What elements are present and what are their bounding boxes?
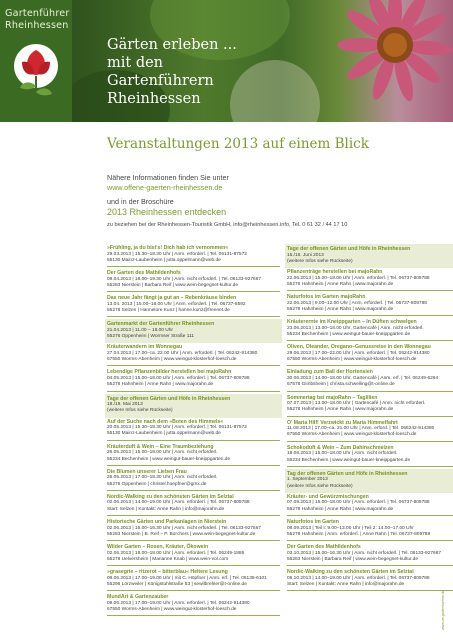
event-detail-line: 07.07.2013 | 13.00–18.00 Uhr | Gartencafé | Anm. nicht erforderl.	[287, 401, 426, 407]
divider	[287, 590, 453, 591]
event-detail-line: 1. September 2013	[287, 477, 328, 483]
event-item	[287, 444, 453, 469]
event-detail-line: 67550 Worms-Abenheim | www.weingut-klosterhof-loesch.de	[287, 357, 417, 363]
event-item	[107, 468, 280, 493]
event-detail-line: 55278 Hahnheim | Anne Rahn | www.majorahn.de	[107, 382, 214, 388]
event-item	[107, 269, 280, 294]
divider	[287, 515, 453, 516]
divider	[107, 565, 280, 566]
event-title: Tage der offenen Gärten und Höfe in Rheinhessen	[287, 246, 411, 252]
info-block	[107, 173, 447, 231]
event-detail-line: 55276 Oppenheim | christel.hoepfner@gmx.de	[107, 481, 207, 487]
divider	[287, 416, 453, 417]
header-title-line-3: Gartenführern Rheinhessen	[107, 73, 214, 107]
divider	[287, 340, 453, 341]
event-item	[107, 543, 280, 568]
event-detail-line: (weitere Infos siehe Rückseite)	[107, 408, 173, 414]
event-detail-line: 26.05.2013 | 17.00–18.30 Uhr | Anm. nicht erforderl.	[107, 475, 218, 481]
event-detail-line: 55278 Hahnheim | Anne Rahn | www.majorahn.de	[287, 306, 394, 312]
event-title: Kräuterwandern im Wonnegau	[107, 344, 183, 351]
event-detail-line: 55283 Nierstein | Barbara Reif | www.wein-begegnet-kultur.de	[287, 556, 419, 562]
event-detail-line: 02.06.2013 | 15.00–16.30 Uhr | Anm. nicht erforderl. | Tel. 06133-927667	[107, 525, 262, 531]
event-item	[107, 294, 280, 319]
event-detail-line: 55234 Bechenheim | www.weingut-bauer-kneippgarten.de	[287, 457, 411, 463]
brochure-title: 2013 Rheinhessen entdecken	[107, 207, 227, 218]
event-title: Kräuterduft & Wein – Eine Traumbeziehung	[107, 443, 214, 450]
event-detail-line: 11.08.2013 | 17.00–ca. 21.00 Uhr | Anm. erford. | Tel. 066242-914380	[287, 426, 435, 432]
event-item	[287, 394, 453, 419]
event-title: Historische Gärten und Parkanlagen in Nierstein	[107, 519, 227, 526]
event-item	[107, 518, 280, 543]
event-title: Tage der offenen Gärten und Höfe in Rheinhessen	[107, 395, 231, 402]
event-detail-line: Start: Selzen | Kontakt: Anne Rahn | info@majorahn.de	[107, 506, 225, 512]
event-item	[287, 293, 453, 318]
event-detail-line: 09.06.2013 | 17.00–19.00 Uhr | mit C. Höpfner | Anm. erf. | Tel. 06138-6101	[107, 575, 267, 581]
event-detail-line: 04.05.2013 | 15.00–18.00 Uhr | Anm. erforderl. | Tel. 06737-809788	[107, 375, 250, 381]
event-item	[107, 244, 280, 269]
event-detail-line: 67578 Gimbsheim | christa.schwelling@t-online.de	[287, 382, 395, 388]
divider	[107, 365, 280, 366]
event-item-highlight	[285, 469, 453, 493]
divider	[107, 316, 280, 317]
info-line: Nähere Informationen finden Sie unter	[107, 173, 229, 182]
event-detail-line: 55296 Lörzweiler | Königstuhlstraße 53 | sewilbrehler@t-online.de	[107, 582, 247, 588]
events-column-left	[107, 244, 280, 618]
event-detail-line: 22.06.2013 | 15.00–18.00 Uhr | Anm. erforderl. | Tel. 06737-809788	[287, 275, 430, 281]
divider	[287, 315, 453, 316]
event-item	[287, 368, 453, 393]
event-detail-line: 55130 Mainz-Laubenheim | jutta.oppelmann@web.de	[107, 431, 221, 437]
event-item	[287, 419, 453, 444]
event-title: Kräuterernte im Kneippgarten – In Düften schwelgen	[287, 319, 417, 326]
event-detail-line: 67550 Worms-Abenheim | www.weingut-klosterhof-loesch.de	[287, 432, 417, 438]
event-detail-line: 30.06.2013 | 14.00–18.00 Uhr, Gartencafé | Anm. erf. | Tel. 06249-6264	[287, 375, 439, 381]
event-detail-line: 55276 Oppenheim | Wormser Straße 111	[107, 334, 195, 340]
event-title: Nordic-Walking zu den schönsten Gärten im Selztal	[107, 493, 234, 500]
event-item	[107, 418, 280, 443]
divider	[287, 466, 453, 467]
event-item	[107, 568, 280, 593]
event-title: Das neue Jahr fängt ja gut an – Rebenkräuse binden	[107, 295, 237, 302]
event-item	[287, 343, 453, 368]
event-detail-line: 23.06.2013 | 13.00–18.00 Uhr, Gartencafé | Anm. nicht erforderl.	[287, 325, 424, 331]
event-title: Einladung zum Ball der Hortensien	[287, 369, 373, 376]
events-column-right	[287, 244, 453, 593]
event-detail-line: 55278 Uelversheim | Marianne Knab | www.wein-vol.com	[107, 556, 229, 562]
event-title: Oliven, Oleander, Oregano–Genussreise in den Wonnegau	[287, 344, 431, 351]
event-title: Naturfotos im Garten	[287, 519, 339, 526]
event-title: »grasegrie – ritzerot – bitterblau« Heitere Lesung	[107, 569, 228, 576]
event-detail-line: 20.05.2013 | 15.30–18.30 Uhr | Anm. erforderl. | Tel. 06131-87572	[107, 425, 247, 431]
event-detail-line: (weitere Infos siehe Rückseite)	[287, 483, 353, 489]
event-title: Tag der offenen Gärten und Höfe in Rheinhessen	[287, 470, 408, 477]
divider	[107, 590, 280, 591]
divider	[107, 291, 280, 292]
logo-panel	[0, 0, 72, 122]
event-detail-line: 55278 Hahnheim | Anne Rahn | www.majorahn.de	[287, 281, 394, 287]
event-item	[287, 493, 453, 518]
event-detail-line: 55278 Hahnheim | Anne Rahn | www.majorahn.de	[287, 407, 394, 413]
event-title: Sommertag bei majoRahn – Taglilien	[287, 394, 378, 401]
event-item-highlight	[105, 319, 282, 343]
event-title: Schokoduft & Wein – Zum Dahinschmelzen	[287, 444, 394, 451]
event-title: Naturfotos im Garten majoRahn	[287, 294, 366, 301]
website-link[interactable]: www.offene-gaerten-rheinhessen.de	[107, 182, 223, 192]
event-item	[287, 543, 453, 568]
event-detail-line: (weitere Infos siehe Rückseite)	[287, 258, 353, 264]
event-detail-line: 55283 Nierstein | B. Reif – P. Borchers | www.wein-begegnet-kultur.de	[107, 531, 256, 537]
event-item	[107, 443, 280, 468]
divider	[107, 615, 280, 616]
info-line-brochure: und in der Broschüre	[107, 196, 174, 206]
event-item	[287, 518, 453, 543]
event-detail-line: 18.08.2013 | 15.00–18.00 Uhr | Anm. nicht erforderl.	[287, 451, 398, 457]
event-detail-line: 13.04. 2013 | 15.00–18.00 Uhr | Anm. erforderl. | Tel. 06737-8592	[107, 301, 246, 307]
event-detail-line: 21.04.2013 | 11.00 – 18.00 Uhr	[107, 327, 173, 333]
header-title	[107, 36, 307, 108]
event-detail-line: 55278 Hahnheim | Anne Rahn | www.majorahn.de	[287, 506, 394, 512]
event-detail-line: 09.06.2013 | 17.00–19.00 Uhr | Anm. erforderl. | Tel. 06242-914380	[107, 600, 250, 606]
header-title-line-1: Gärten erleben ...	[107, 37, 237, 53]
event-title: Die Blumen unserer Lieben Frau	[107, 468, 187, 475]
event-detail-line: 67550 Worms-Abenheim | www.weingut-klosterhof-loesch.de	[107, 357, 237, 363]
event-detail-line: 27.04.2013 | 17.00–ca. 22.00 Uhr | Anm. erforderl. | Tel. 06242-914380	[107, 350, 258, 356]
event-detail-line: 26.05.2013 | 15.00–18.00 Uhr | Anm. nicht erforderl.	[107, 450, 218, 456]
event-item	[287, 318, 453, 343]
echinacea-flower-image	[300, 0, 453, 122]
event-detail-line: 29.06.2013 | 17.00–22.00 Uhr | Anm. erforderl. | Tel. 06242-914380	[287, 350, 430, 356]
logo-wordmark	[5, 8, 71, 32]
event-detail-line: 22.06.2013 | 9.00–12.00 Uhr | Anm. erforderl. | Tel. 06737-809788	[287, 300, 427, 306]
event-title: Der Garten des Mathildenhofs	[107, 270, 181, 277]
divider	[107, 490, 280, 491]
divider	[107, 540, 280, 541]
brochure-note: zu beziehen bei der Rheinhessen-Touristik GmbH, info@rheinhessen.info, Tel. 0 61 32 / 44 17 10	[107, 222, 348, 229]
event-detail-line: 55130 Mainz-Laubenheim | jutta.oppelmann@web.de	[107, 257, 221, 263]
divider	[107, 465, 280, 466]
event-title: Der Garten des Mathildenhofs	[287, 544, 361, 551]
event-detail-line: 15./16. Juni 2013	[287, 252, 324, 258]
header-title-line-2: mit den	[107, 55, 164, 71]
event-item	[107, 493, 280, 518]
event-item	[107, 593, 280, 618]
event-detail-line: 06.10.2013 | 14.00–19.00 Uhr | Anm. erforderl. | Tel. 06737-809788	[287, 575, 430, 581]
event-title: Kräuter- und Gewürzmischungen	[287, 493, 369, 500]
event-title: Lebendige Pflanzenbilder herstellen bei majoRahn	[107, 369, 232, 376]
event-item	[107, 343, 280, 368]
event-item	[287, 568, 453, 593]
event-detail-line: 02.06.2013 | 14.00–19.00 Uhr | Anm. erforderl. | Tel. 06737-809788	[107, 500, 250, 506]
logo-line-2: Rheinhessen	[5, 20, 69, 31]
flower-logo-icon	[8, 42, 64, 108]
event-title: »Frühling, ja du bist's! Dich hab ich vernommen«	[107, 245, 229, 251]
event-detail-line: 18./19. Mai 2013	[107, 402, 143, 408]
event-detail-line: 08.09.2013 | Teil I: 9.00–13.00 Uhr | Teil 2: 14.00–17.00 Uhr	[287, 525, 414, 531]
event-title: O' Maria Hilf! Verzwickt zu Maria Himmelfahrt	[287, 419, 398, 426]
event-detail-line: 03.10.2013 | 15.00–16.30 Uhr | Anm. nicht erforderl. | Tel. 06133-927667	[287, 550, 442, 556]
event-detail-line: 67550 Worms-Abenheim | www.weingut-klosterhof-loesch.de	[107, 607, 237, 613]
event-item-highlight	[105, 394, 282, 418]
event-detail-line: 55278 Hahnheim | Anm. erforderl. | Anne Rahn | Tel. 06737-809788	[287, 531, 431, 537]
divider	[107, 515, 280, 516]
page-title: Veranstaltungen 2013 auf einem Blick	[107, 136, 369, 152]
event-title: Gartenmarkt der Gartenführer Rheinhessen	[107, 321, 215, 328]
divider	[287, 540, 453, 541]
divider	[107, 440, 280, 441]
event-item-highlight	[285, 244, 453, 268]
divider	[287, 391, 453, 392]
event-title: MundArt & Gartenzauber	[107, 594, 169, 601]
event-title: Wilder Garten – Rosen, Kräuter, Ökowein	[107, 544, 209, 551]
divider	[287, 565, 453, 566]
divider	[107, 391, 280, 392]
event-detail-line: 55283 Nierstein | Barbara Reif | www.wein-begegnet-kultur.de	[107, 282, 239, 288]
event-title: Pflanzenträge herstellen bei majoRahn	[287, 269, 383, 276]
event-title: Auf der Suche nach dem »Boten des Himmels«	[107, 418, 224, 425]
logo-line-1: Gartenführer	[5, 8, 70, 19]
event-detail-line: 29.03.2013 | 15.30–18.30 Uhr | Anm. erforderl. | Tel. 06131-87572	[107, 251, 247, 257]
event-detail-line: 55278 Selzen | Hannelore Kunz | hanne.kunz@freenet.de	[107, 307, 230, 313]
side-credit: www.oe-gartenfuehrer.de	[441, 589, 445, 630]
divider	[287, 365, 453, 366]
event-detail-line: 02.06.2013 | 16.00–18.00 Uhr | Anm. erforderl. | Tel. 06249-1886	[107, 550, 245, 556]
event-item	[107, 368, 280, 393]
divider	[287, 441, 453, 442]
event-detail-line: Start: Selzen | Kontakt: Anne Rahn | info@majorahn.de	[287, 582, 405, 588]
event-detail-line: 09.04.2013 | 18.00–19.30 Uhr | Anm. nicht erforderl. | Tel. 06133-927667	[107, 276, 262, 282]
event-detail-line: 55234 Bechenheim | www.weingut-bauer-kneippgarten.de	[287, 332, 411, 338]
divider	[107, 266, 280, 267]
header-banner	[0, 0, 453, 122]
event-detail-line: 07.09.2013 | 15.00–18.00 Uhr | Anm. erforderl. | Tel. 06737-809788	[287, 500, 430, 506]
divider	[287, 290, 453, 291]
event-item	[287, 268, 453, 293]
event-detail-line: 55234 Bechenheim | www.weingut-bauer-kneippgarten.de	[107, 456, 231, 462]
event-title: Nordic-Walking zu den schönsten Gärten im Selztal	[287, 569, 414, 576]
